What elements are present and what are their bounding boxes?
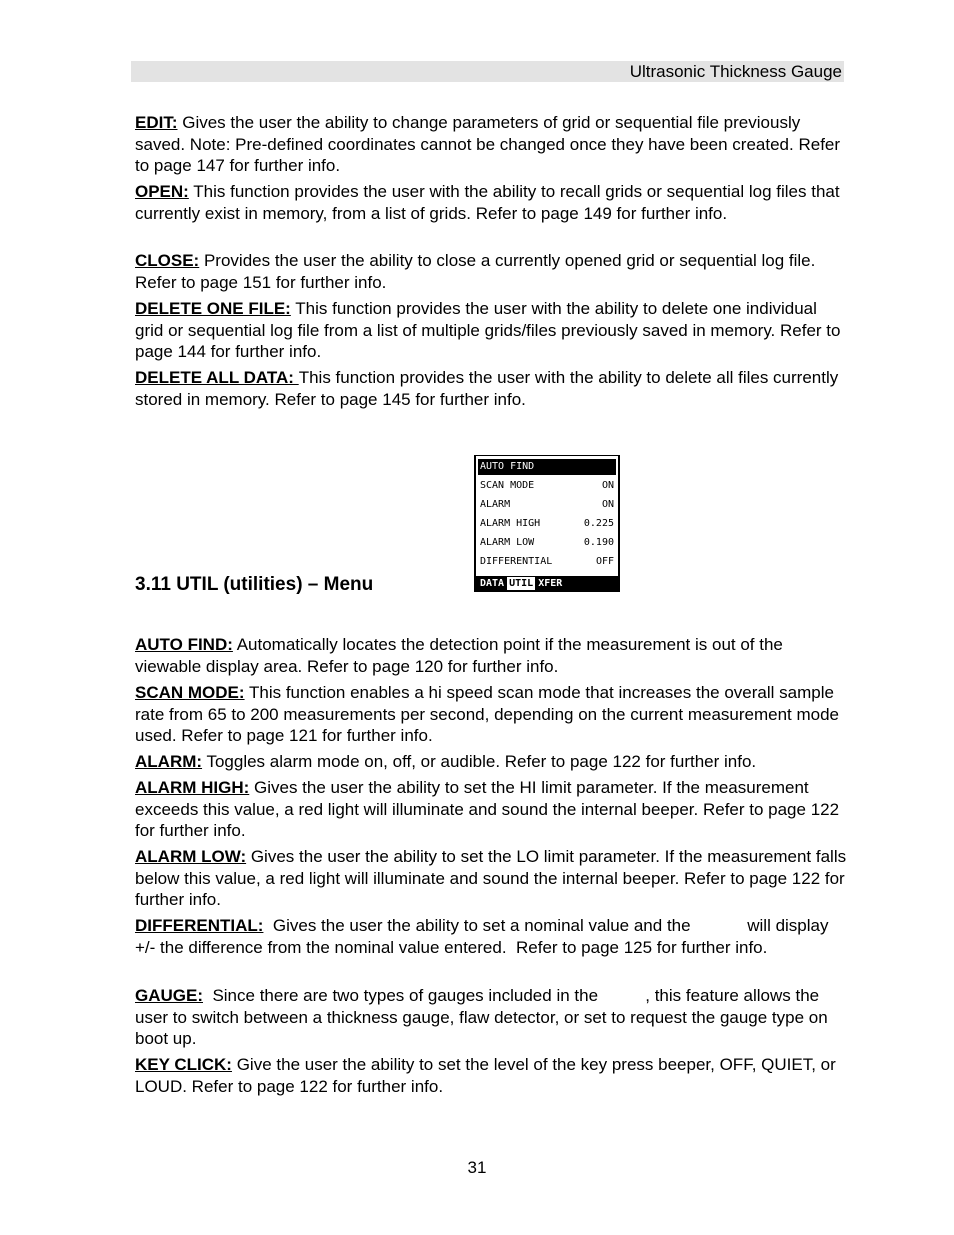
entry-term: SCAN MODE:: [135, 683, 245, 702]
lcd-tab-data: DATA: [480, 578, 505, 589]
lcd-menu-item: DIFFERENTIAL OFF: [480, 556, 614, 567]
entry-open: [135, 181, 847, 224]
entry-scan-mode: [135, 682, 847, 747]
entry-term: ALARM LOW:: [135, 847, 247, 866]
running-header: [131, 61, 844, 82]
lcd-tab-xfer: XFER: [538, 578, 563, 589]
entry-term: AUTO FIND:: [135, 635, 233, 654]
entry-term: ALARM HIGH:: [135, 778, 250, 797]
entry-text: Since there are two types of gauges included in the , this feature allows the user to switch between a thickness gauge, flaw detector, or set to request the gauge type on boot up.: [135, 986, 833, 1049]
lcd-menu-item: AUTO FIND: [478, 459, 616, 475]
entry-term: DELETE ONE FILE:: [135, 299, 291, 318]
entry-edit: [135, 112, 847, 177]
lcd-menu-item: ALARM HIGH 0.225: [480, 518, 614, 529]
entry-text: This function provides the user with the ability to delete one individual grid or sequential log file from a list of multiple grids/files previously saved in memory. Refer to page 144 for further info.: [135, 299, 841, 362]
entry-text: Gives the user the ability to set a nominal value and the will display +/- the difference from the nominal value entered. Refer to page 125 for further info.: [135, 916, 834, 957]
entry-text: Toggles alarm mode on, off, or audible. Refer to page 122 for further info.: [202, 752, 757, 771]
entry-term: KEY CLICK:: [135, 1055, 232, 1074]
page-number: 31: [467, 1158, 487, 1177]
entry-term: DIFFERENTIAL:: [135, 916, 264, 935]
entry-term: CLOSE:: [135, 251, 200, 270]
lcd-tab-bar: [476, 576, 618, 591]
entry-text: This function provides the user with the ability to delete all files currently stored in memory. Refer to page 145 for further info.: [135, 368, 839, 409]
entry-gauge: [135, 985, 847, 1050]
entry-term: ALARM:: [135, 752, 203, 771]
lcd-tab-util: UTIL: [506, 576, 536, 591]
entry-term: GAUGE:: [135, 986, 203, 1005]
entry-key-click: [135, 1054, 847, 1097]
entry-term: OPEN:: [135, 182, 189, 201]
entry-differential: [135, 915, 847, 958]
entry-term: EDIT:: [135, 113, 178, 132]
entry-close: [135, 250, 847, 293]
entry-alarm: [135, 751, 847, 773]
lcd-menu-item: SCAN MODE ON: [480, 480, 614, 491]
entry-text: Automatically locates the detection point if the measurement is out of the viewable display area. Refer to page 120 for further info.: [135, 635, 783, 676]
header-title: Ultrasonic Thickness Gauge: [629, 62, 842, 81]
lcd-menu-item: ALARM ON: [480, 499, 614, 510]
util-menu-lcd-screen: [474, 455, 620, 592]
entry-text: This function provides the user with the ability to recall grids or sequential log files that currently exist in memory, from a list of grids. Refer to page 149 for further info.: [135, 182, 840, 223]
entry-text: Gives the user the ability to set the LO limit parameter. If the measurement falls below this value, a red light will illuminate and sound the internal beeper. Refer to page 122 for further info.: [135, 847, 847, 910]
entry-text: Gives the user the ability to change parameters of grid or sequential file previously saved. Note: Pre-defined coordinates cannot be changed once they have been created. Refer to page 147 for further info.: [135, 113, 841, 176]
entry-text: Gives the user the ability to set the HI limit parameter. If the measurement exceeds this value, a red light will illuminate and sound the internal beeper. Refer to page 122 for further info.: [135, 778, 840, 841]
entry-term: DELETE ALL DATA:: [135, 368, 299, 387]
entry-delete-all-data: [135, 367, 847, 410]
entry-delete-one-file: [135, 298, 847, 363]
section-heading: 3.11 UTIL (utilities) – Menu: [135, 574, 374, 595]
entry-text: Provides the user the ability to close a currently opened grid or sequential log file. Refer to page 151 for further info.: [135, 251, 816, 292]
entry-auto-find: [135, 634, 847, 677]
entry-text: This function enables a hi speed scan mode that increases the overall sample rate from 65 to 200 measurements per second, depending on the current measurement mode used. Refer to page 121 for further info.: [135, 683, 840, 746]
entry-text: Give the user the ability to set the level of the key press beeper, OFF, QUIET, or LOUD. Refer to page 122 for further info.: [135, 1055, 836, 1096]
lcd-menu-item: ALARM LOW 0.190: [480, 537, 614, 548]
entry-alarm-high: [135, 777, 847, 842]
entry-alarm-low: [135, 846, 847, 911]
